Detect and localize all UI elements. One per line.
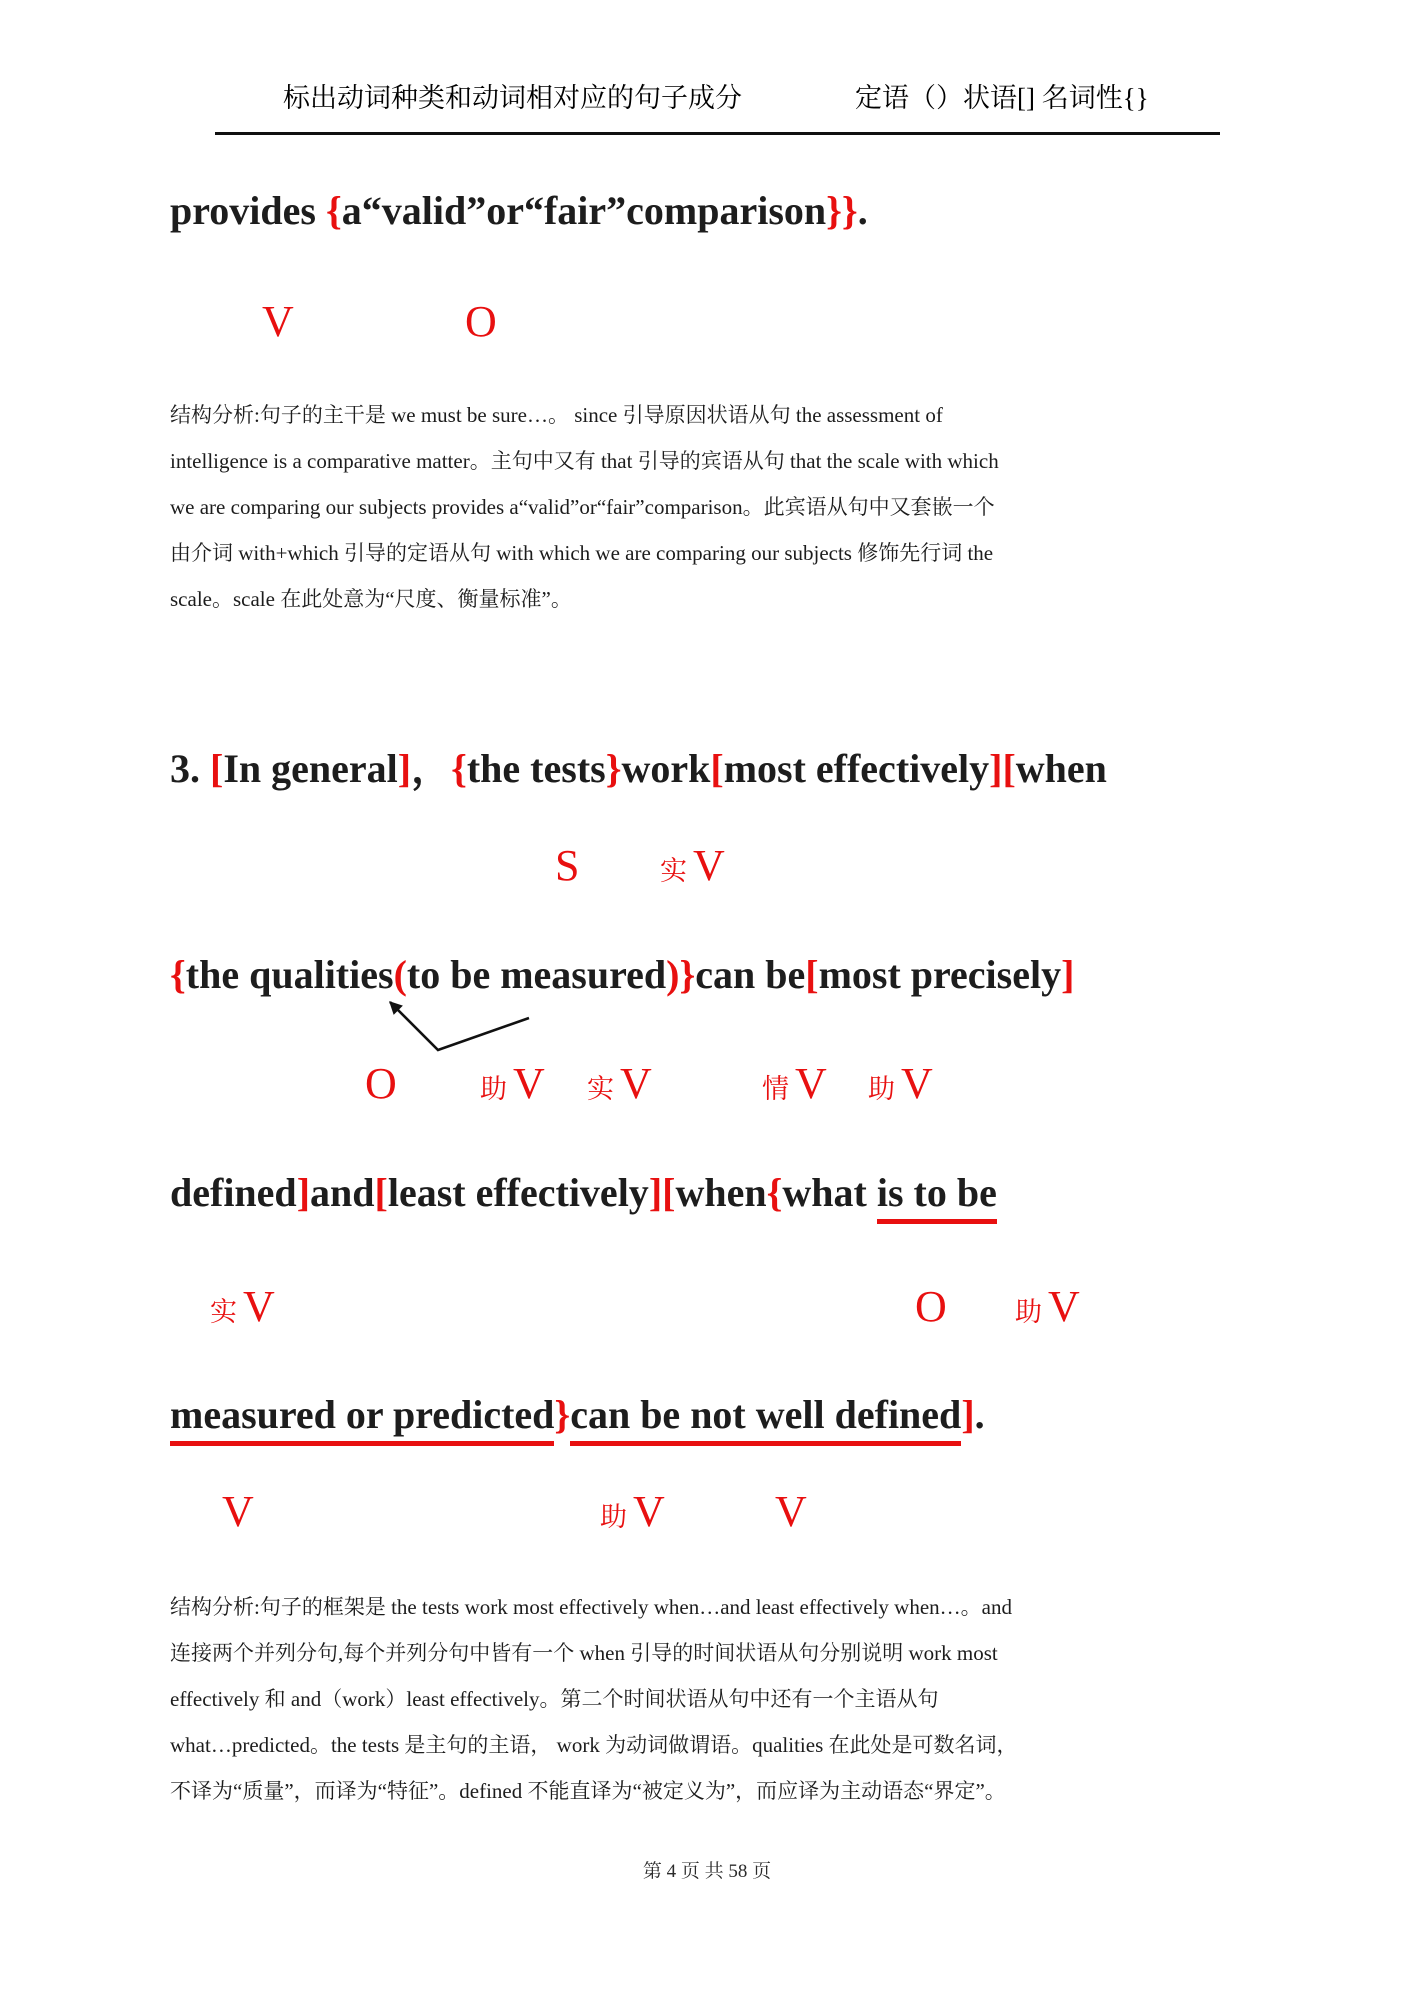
role-label-prefix: 情	[762, 1074, 789, 1104]
analysis-line: intelligence is a comparative matter。主句中又有 that 引导的宾语从句 that the scale with which	[170, 449, 999, 473]
sentence-segment: [	[210, 746, 224, 791]
sentence-segment: ]	[648, 1170, 663, 1215]
analysis-line: 由介词 with+which 引导的定语从句 with which we are comparing our subjects 修饰先行词 the	[170, 541, 994, 565]
role-label-prefix: 助	[600, 1502, 627, 1532]
role-label: V	[775, 1487, 807, 1536]
role-label-prefix: 助	[1015, 1297, 1042, 1327]
sentence-segment: [	[1002, 746, 1016, 791]
sentence-segment: {	[451, 746, 467, 791]
sentence3-line3	[170, 1168, 997, 1218]
role-label: 实 V	[210, 1282, 275, 1331]
sentence-segment: what	[782, 1170, 877, 1215]
role-label: 实 V	[660, 841, 725, 890]
sentence-segment: provides	[170, 188, 326, 233]
sentence-segment: {	[325, 188, 342, 233]
sentence-segment: to be measured	[406, 952, 667, 997]
sentence-segment: ]	[397, 746, 412, 791]
sentence-segment: most precisely	[818, 952, 1062, 997]
role-label: 助 V	[868, 1059, 933, 1108]
sentence-segment: [	[662, 1170, 676, 1215]
sentence-segment: }	[679, 952, 696, 997]
arrow-line	[390, 1002, 529, 1050]
sentence-segment: {	[170, 952, 186, 997]
sentence3-role-row2	[0, 1060, 1414, 1114]
role-label: S	[555, 841, 580, 890]
analysis-line: what…predicted。the tests 是主句的主语， work 为动词做谓语。qualities 在此处是可数名词，	[170, 1733, 1018, 1757]
sentence-segment: }	[605, 746, 622, 791]
sentence-segment: [	[710, 746, 724, 791]
role-label-prefix: 实	[660, 856, 687, 886]
sentence-segment: }}	[826, 188, 858, 233]
sentence-segment: In general	[223, 746, 398, 791]
role-label: 助 V	[600, 1487, 665, 1536]
sentence2-analysis-paragraph	[170, 392, 1255, 622]
sentence-segment: )	[666, 952, 680, 997]
role-label-prefix: 助	[480, 1074, 507, 1104]
header-left-text: 标出动词种类和动词相对应的句子成分	[283, 83, 742, 113]
sentence-segment: {	[766, 1170, 783, 1215]
sentence3-role-row4	[0, 1488, 1414, 1542]
sentence3-role-row1	[0, 842, 1414, 896]
analysis-line: 结构分析:句子的框架是 the tests work most effectively when…and least effectively when…。and	[170, 1595, 1012, 1619]
role-label-prefix: 实	[587, 1074, 614, 1104]
sentence3-line1	[170, 744, 1107, 794]
sentence-segment: the qualities	[185, 952, 394, 997]
role-label: 情 V	[762, 1059, 827, 1108]
sentence-segment: ]	[989, 746, 1003, 791]
sentence-segment: can be not well defined	[570, 1392, 961, 1446]
page-number: 第 4 页 共 58 页	[642, 1861, 772, 1882]
sentence-segment: .	[974, 1392, 985, 1437]
sentence-segment: work	[621, 746, 711, 791]
sentence-segment: [	[374, 1170, 388, 1215]
sentence-segment: when	[675, 1170, 767, 1215]
sentence3-analysis-paragraph	[170, 1584, 1255, 1814]
role-label-prefix: 实	[210, 1297, 237, 1327]
sentence-segment: can be	[695, 952, 806, 997]
analysis-line: scale。scale 在此处意为“尺度、衡量标准”。	[170, 587, 572, 611]
analysis-line: 不译为“质量”，而译为“特征”。defined 不能直译为“被定义为”，而应译为主动语态“界定”。	[170, 1779, 1006, 1803]
sentence-segment: ]	[296, 1170, 311, 1215]
role-label: V	[222, 1487, 254, 1536]
role-label: V	[262, 297, 294, 346]
sentence-segment: (	[393, 952, 407, 997]
sentence2-role-labels	[0, 298, 1414, 352]
sentence-segment: least effectively	[387, 1170, 649, 1215]
sentence2-tail-line	[170, 186, 868, 236]
sentence-segment: most effectively	[723, 746, 990, 791]
role-label: 实 V	[587, 1059, 652, 1108]
header-rule	[215, 132, 1220, 135]
analysis-line: we are comparing our subjects provides a“valid”or“fair”comparison。此宾语从句中又套嵌一个	[170, 495, 995, 519]
analysis-line: 结构分析:句子的主干是 we must be sure…。 since 引导原因状语从句 the assessment of	[170, 403, 943, 427]
sentence-segment: }	[554, 1392, 571, 1437]
sentence-segment: measured or predicted	[170, 1392, 554, 1446]
sentence-segment: a“valid”or“fair”comparison	[341, 188, 827, 233]
sentence-segment: ，	[411, 746, 452, 791]
role-label-prefix: 助	[868, 1074, 895, 1104]
sentence-segment: is to be	[877, 1170, 997, 1224]
sentence-segment: .	[857, 188, 868, 233]
sentence3-line4	[170, 1390, 985, 1440]
sentence-segment: defined	[170, 1170, 297, 1215]
analysis-line: 连接两个并列分句,每个并列分句中皆有一个 when 引导的时间状语从句分别说明 work most	[170, 1641, 998, 1665]
role-label: O	[365, 1059, 397, 1108]
sentence-segment: ]	[961, 1392, 975, 1437]
sentence3-role-row3	[0, 1283, 1414, 1337]
sentence-segment: when	[1015, 746, 1107, 791]
sentence-segment: ]	[1061, 952, 1075, 997]
header-right-text: 定语（）状语[] 名词性{}	[855, 83, 1149, 113]
sentence-segment: [	[805, 952, 819, 997]
sentence-segment: 3.	[170, 746, 210, 791]
analysis-line: effectively 和 and（work）least effectively。第二个时间状语从句中还有一个主语从句	[170, 1687, 939, 1711]
sentence-segment: and	[310, 1170, 375, 1215]
role-label: O	[465, 297, 497, 346]
sentence3-line2	[170, 950, 1074, 1000]
role-label: O	[915, 1282, 947, 1331]
sentence-segment: the tests	[466, 746, 606, 791]
role-label: 助 V	[1015, 1282, 1080, 1331]
role-label: 助 V	[480, 1059, 545, 1108]
